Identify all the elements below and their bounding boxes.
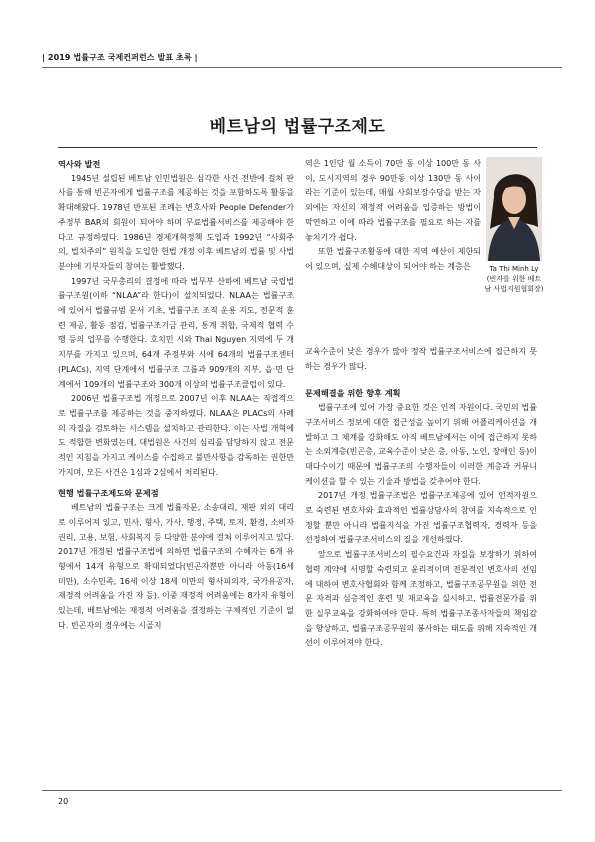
paragraph: 앞으로 법률구조서비스의 필수요건과 자질을 보장하기 위하여 협력 계약에 서명할 숙련되고 윤리적이며 전문적인 변호사의 선임에 대하여 변호사협회와 함께 조정하고, 법률구조공무원을 위한 전문 자격과 심층적인 훈련 및 재교육을 실시하고, 법률전문가를 위한 실무교육을 강화하여야 한다. 특히 법률구조종사자들의 책임감을 향상하고, 법률구조공무원의 봉사하는 태도를 위해 지속적인 개선이 이루어져야 한다.	[305, 550, 537, 648]
footer-rule	[42, 790, 562, 791]
right-column	[305, 345, 537, 651]
paragraph: 법률구조에 있어 가장 중요한 것은 인적 자원이다. 국민의 법률구조서비스 정보에 대한 접근성을 높이기 위해 어플리케이션을 개발하고 그 체계를 강화해도 아직 베트남에서는 이에 접근하지 못하는 소외계층(빈곤층, 교육수준이 낮은 층, 아동, 노인, 장애인 등)이 대다수이기 때문에 법률구조의 수행자들이 이러한 계층과 커뮤니케이션을 할 수 있는 기술과 방법을 갖추어야 한다.	[305, 403, 537, 486]
paragraph: 2017년 개정 법률구조법은 법률구조제공에 있어 인적자원으로 숙련된 변호사와 효과적인 법률상담사의 참여를 지속적으로 인정할 뿐만 아니라 법률지식을 가진 법률구조협력자, 경력자 등을 선정하여 법률구조서비스의 질을 개선하였다.	[305, 491, 537, 545]
right-column-top	[305, 157, 481, 275]
paragraph: 1945년 설립된 베트남 인민법원은 심각한 사건 전반에 걸쳐 판사를 통해 빈곤자에게 법률구조를 제공하는 것을 포함하도록 활동을 확대해왔다. 1978년 반포된 조례는 변호사와 People Defender가 주정부 BAR의 회원이 되어야 하며 무료법률서비스를 제공해야 한다고 규정하였다. 1986년 경제개혁정책 도입과 1992년 “사회주의, 법치주의” 원칙을 도입한 헌법 개정 이후 베트남의 법률 및 사법 분야에 기부자들의 참여는 활발했다.	[58, 173, 294, 271]
page-title: 베트남의 법률구조제도	[209, 117, 386, 137]
paragraph: 2006년 법률구조법 개정으로 2007년 이후 NLAA는 직접적으로 법률구조를 제공하는 것을 중지하였다. NLAA은 PLACs의 사례의 자질을 검토하는 시스템을 설치하고 관리한다. 이는 사법 개혁에도 적합한 변화였는데, 대법원은 사건의 심리를 담당하지 않고 전문적인 지침을 가지고 케이스를 수집하고 불만사항을 감독하는 권한만 가지며, 모든 사건은 1심과 2심에서 처리된다.	[58, 394, 294, 477]
title-underline	[58, 147, 537, 148]
header-rule	[42, 67, 562, 68]
photo-caption	[484, 264, 544, 294]
section-heading-history: 역사와 발전	[58, 159, 101, 169]
left-column	[58, 157, 294, 634]
portrait-image	[486, 157, 542, 261]
section-heading-current-system: 현행 법률구조제도와 문제점	[58, 488, 159, 499]
paragraph: 교육수준이 낮은 경우가 많아 정작 법률구조서비스에 접근하지 못하는 경우가 많다.	[305, 347, 537, 371]
running-header	[42, 48, 562, 70]
paragraph: 1997년 국무총리의 결정에 따라 법무부 산하에 베트남 국립법률구조원(이하 “NLAA”라 한다)이 설치되었다. NLAA는 법률구조에 있어서 법률규범 문서 기초, 법률구조 조직 운용 지도, 전문적 훈련 제공, 활동 점검, 법률구조기금 관리, 통계 취합, 국제적 협력 수행 등의 업무를 수행한다. 호치민 시와 Thai Nguyen 지역에 두 개 지부를 가지고 있으며, 64개 주정부와 시에 64개의 법률구조센터(PLACs), 지역 단계에서 법률구조 그룹과 909개의 지부, 읍·면 단계에서 109개의 법률구조와 300개 이상의 법률구조클럽이 있다.	[58, 276, 294, 389]
paragraph: 역은 1인당 월 소득이 70만 동 이상 100만 동 사이, 도시지역의 경우 90만동 이상 130만 동 사이라는 기준이 있는데, 매월 사회보장수당을 받는 자 외에는 자신의 재정적 어려움을 입증하는 방법이 막연하고 이에 따라 법률구조를 필요로 하는 자를 놓치기가 쉽다.	[305, 159, 481, 242]
section-heading-future-plan: 문제해결을 위한 향후 계획	[305, 388, 401, 399]
header-text: | 2019 법률구조 국제컨퍼런스 발표 초록 |	[42, 53, 198, 62]
speaker-name: Ta Thi Minh Ly	[489, 265, 539, 273]
paragraph: 베트남의 법률구조는 크게 법률자문, 소송대리, 재판 외의 대리로 이루어져 있고, 민사, 형사, 가사, 행정, 주택, 토지, 환경, 소비자권리, 고용, 보험, 사회복지 등 다양한 분야에 걸쳐 이루어지고 있다. 2017년 개정된 법률구조법에 의하면 법률구조의 수혜자는 6개 유형에서 14개 유형으로 확대되었다(빈곤자뿐만 아니라 아동(16세 미만), 소수민족, 16세 이상 18세 미만의 형사피의자, 국가유공자, 재정적 어려움을 가진 자 등). 이중 재정적 어려움에는 8가지 유형이 있는데, 베트남에는 재정적 어려움을 결정하는 구체적인 기준이 없다. 빈곤자의 경우에는 시골지	[58, 503, 294, 630]
paragraph: 또한 법률구조활동에 대한 지역 예산이 제한되어 있으며, 실제 수혜대상이 되어야 하는 계층은	[305, 247, 481, 271]
speaker-photo	[486, 157, 542, 261]
page-number: 20	[58, 797, 69, 806]
speaker-affiliation: (빈자를 위한 베트남 사법지원협회장)	[484, 275, 544, 293]
